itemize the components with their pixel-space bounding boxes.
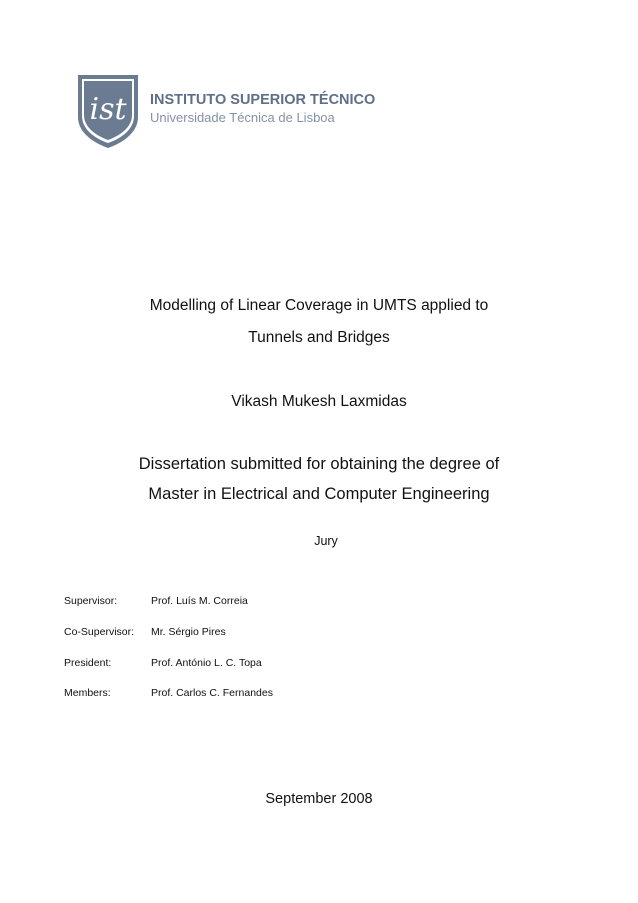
jury-role: Supervisor:	[64, 595, 118, 607]
jury-role: President:	[64, 657, 112, 669]
thesis-title-line-2: Tunnels and Bridges	[248, 329, 390, 346]
dissertation-statement-line-1: Dissertation submitted for obtaining the degree of	[138, 455, 500, 473]
dissertation-statement-line-2: Master in Electrical and Computer Engineering	[148, 485, 490, 503]
institution-name: INSTITUTO SUPERIOR TÉCNICO	[150, 92, 376, 108]
jury-member-name: Prof. Carlos C. Fernandes	[151, 687, 273, 699]
jury-member-name: Prof. Luís M. Correia	[151, 595, 248, 607]
ist-logo	[76, 73, 376, 149]
jury-role: Members:	[64, 687, 111, 699]
jury-member-name: Prof. António L. C. Topa	[151, 657, 262, 669]
university-name: Universidade Técnica de Lisboa	[150, 110, 335, 125]
thesis-title-line-1: Modelling of Linear Coverage in UMTS applied to	[149, 297, 489, 314]
svg-text:ist: ist	[89, 92, 127, 127]
ist-shield-icon	[76, 73, 140, 149]
author-name: Vikash Mukesh Laxmidas	[231, 393, 407, 410]
jury-member-name: Mr. Sérgio Pires	[151, 626, 226, 638]
jury-role: Co-Supervisor:	[64, 626, 135, 638]
submission-date: September 2008	[265, 791, 373, 807]
jury-heading: Jury	[314, 534, 338, 548]
